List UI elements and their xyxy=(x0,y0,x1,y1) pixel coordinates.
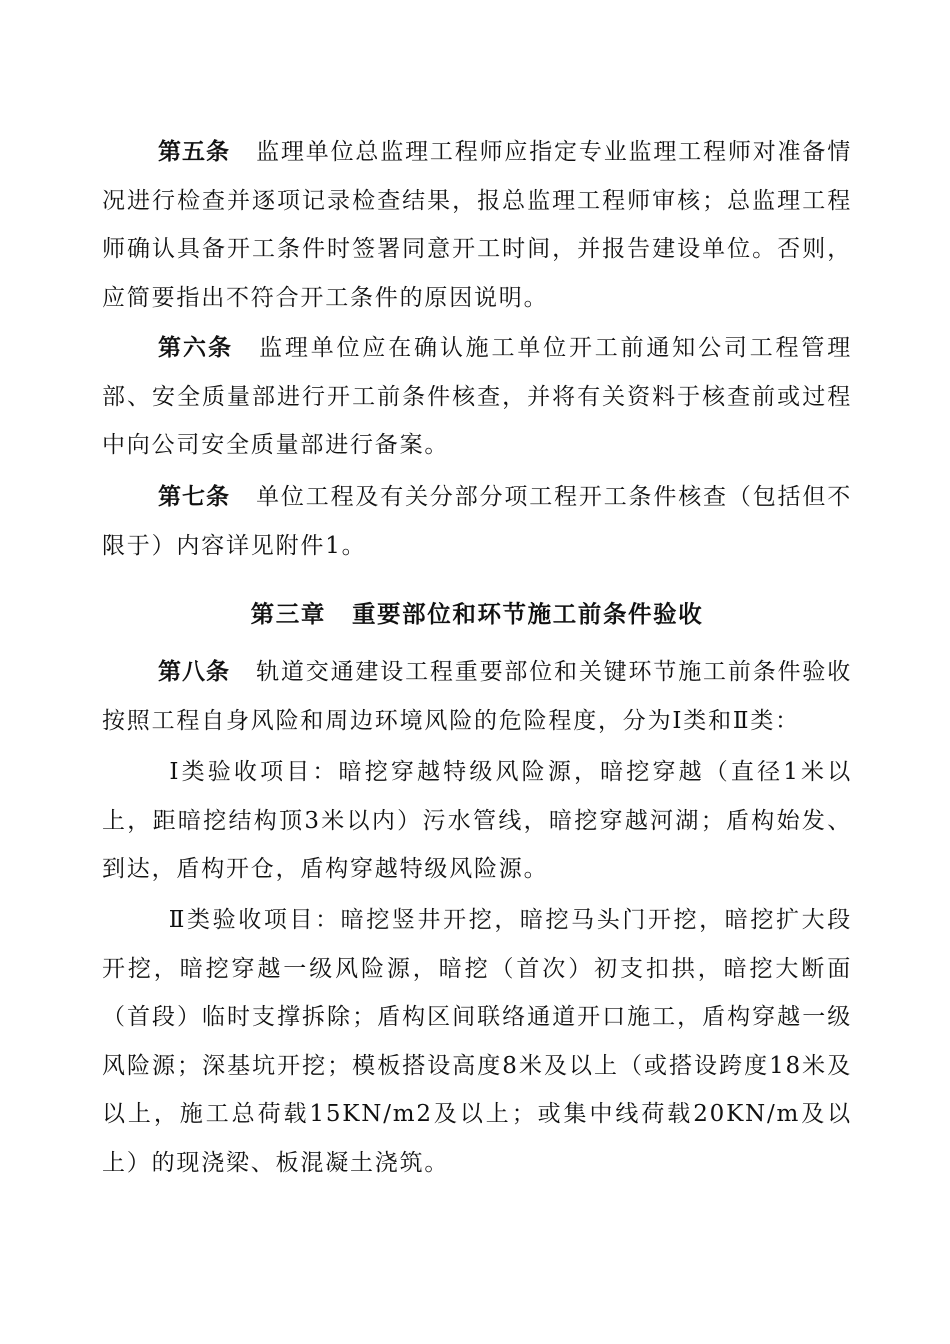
article-8 xyxy=(102,648,852,745)
class-1-text: Ⅰ类验收项目：暗挖穿越特级风险源，暗挖穿越（直径1米以上，距暗挖结构顶3米以内）污水管线，暗挖穿越河湖；盾构始发、到达，盾构开仓，盾构穿越特级风险源。 xyxy=(102,759,852,882)
article-7-number: 第七条 xyxy=(158,484,231,510)
chapter-title: 重要部位和环节施工前条件验收 xyxy=(351,600,704,628)
article-7 xyxy=(102,473,852,570)
chapter-heading xyxy=(102,594,852,634)
class-2-text: Ⅱ类验收项目：暗挖竖井开挖，暗挖马头门开挖，暗挖扩大段开挖，暗挖穿越一级风险源，暗挖（首次）初支扣拱，暗挖大断面（首段）临时支撑拆除；盾构区间联络通道开口施工，盾构穿越一级风险源；深基坑开挖；模板搭设高度8米及以上（或搭设跨度18米及以上，施工总荷载15KN/m2及以上；或集中线荷载20KN/m及以上）的现浇梁、板混凝土浇筑。 xyxy=(102,907,852,1176)
class-2-items xyxy=(102,896,852,1187)
article-8-number: 第八条 xyxy=(158,659,231,685)
article-6 xyxy=(102,324,852,470)
article-5-text: 监理单位总监理工程师应指定专业监理工程师对准备情况进行检查并逐项记录检查结果，报总监理工程师审核；总监理工程师确认具备开工条件时签署同意开工时间，并报告建设单位。否则，应简要指出不符合开工条件的原因说明。 xyxy=(102,139,852,311)
article-8-text: 轨道交通建设工程重要部位和关键环节施工前条件验收按照工程自身风险和周边环境风险的危险程度，分为Ⅰ类和Ⅱ类： xyxy=(102,659,852,734)
article-7-text: 单位工程及有关分部分项工程开工条件核查（包括但不限于）内容详见附件1。 xyxy=(102,484,852,559)
chapter-number: 第三章 xyxy=(250,600,326,628)
article-6-number: 第六条 xyxy=(158,335,234,361)
article-6-text: 监理单位应在确认施工单位开工前通知公司工程管理部、安全质量部进行开工前条件核查，并将有关资料于核查前或过程中向公司安全质量部进行备案。 xyxy=(102,335,853,458)
article-5-number: 第五条 xyxy=(158,139,231,165)
class-1-items xyxy=(102,748,852,894)
article-5 xyxy=(102,128,852,322)
